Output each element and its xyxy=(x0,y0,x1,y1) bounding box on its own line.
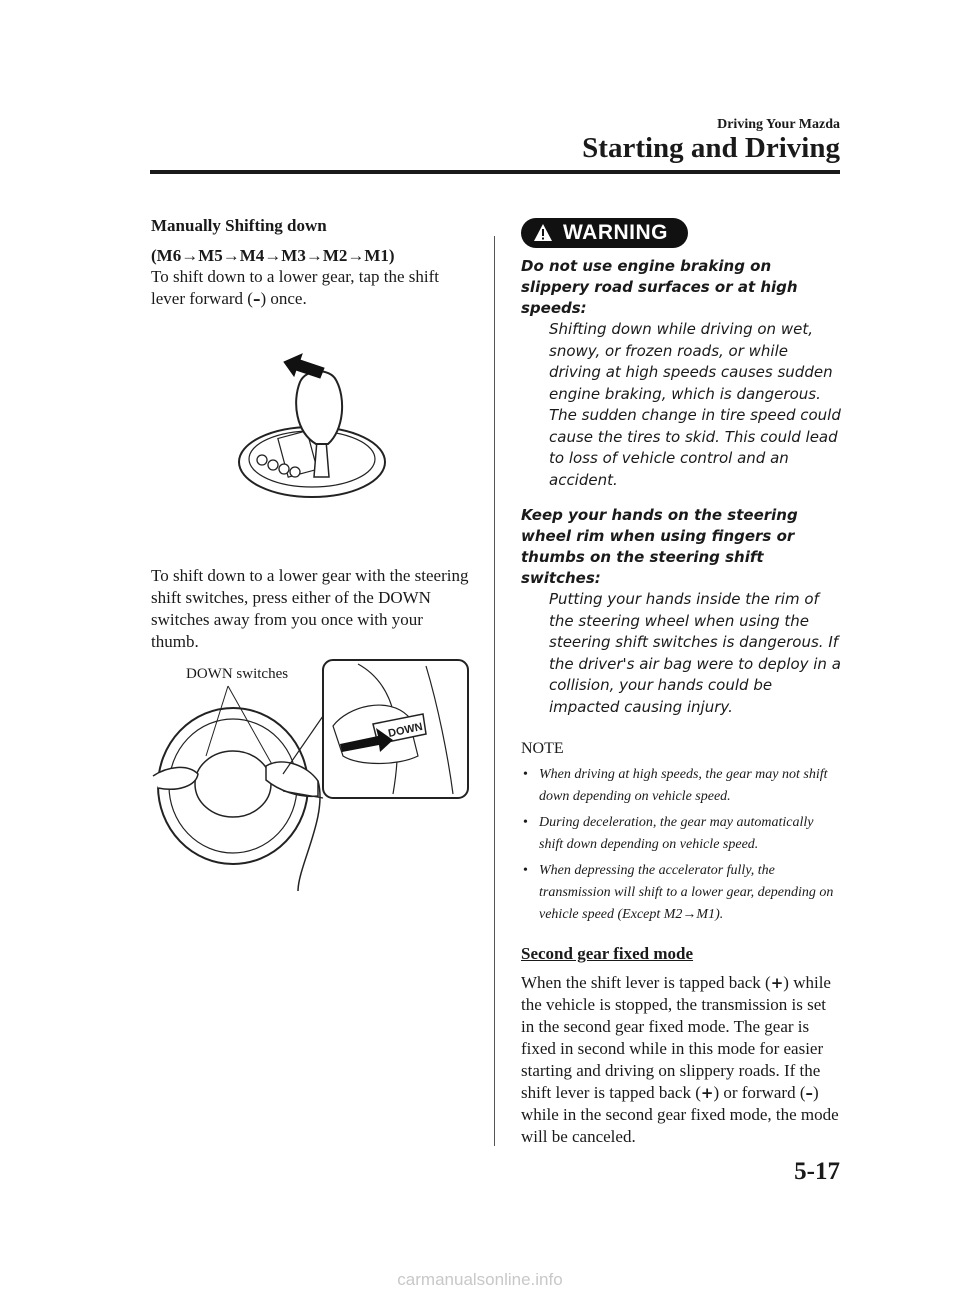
warning-heading-2: Keep your hands on the steering wheel rim when using fingers or thumbs on the steering shift switches: xyxy=(521,506,798,587)
column-divider xyxy=(494,236,495,1146)
steering-switch-paragraph: To shift down to a lower gear with the steering shift switches, press either of the DOWN switches away from you once with your thumb. xyxy=(151,566,469,651)
warning-badge xyxy=(521,218,688,248)
warning-label: WARNING xyxy=(563,221,668,244)
warning-body-1: Shifting down while driving on wet, snowy, or frozen roads, or while driving at high speeds causes sudden engine braking, which is dangerous. The sudden change in tire speed could cause the tires to skid. This could lead to loss of vehicle control and an accident. xyxy=(549,320,841,489)
steering-wheel-illustration xyxy=(148,656,470,896)
minus-symbol: – xyxy=(805,1084,813,1102)
note-item: • During deceleration, the gear may automatically shift down depending on vehicle speed. xyxy=(521,812,841,856)
second-gear-heading: Second gear fixed mode xyxy=(521,944,694,963)
plus-symbol: + xyxy=(700,1084,714,1102)
warning-heading-1: Do not use engine braking on slippery road surfaces or at high speeds: xyxy=(521,257,798,317)
plus-symbol: + xyxy=(770,974,784,992)
note-item: • When driving at high speeds, the gear may not shift down depending on vehicle speed. xyxy=(521,764,841,808)
page-title: Starting and Driving xyxy=(582,132,840,164)
second-gear-paragraph: When the shift lever is tapped back (+) while the vehicle is stopped, the transmission is set in the second gear fixed mode. The gear is fixed in second while in this mode for easier starting and driving on slippery roads. If the shift lever is tapped back (+) or forward (–) while in the second gear fixed mode, the mode will be canceled. xyxy=(521,973,839,1146)
right-column xyxy=(521,214,841,1148)
left-column xyxy=(151,214,476,310)
note-list xyxy=(521,764,841,926)
shift-lever-paragraph: To shift down to a lower gear, tap the shift lever forward (–) once. xyxy=(151,267,440,308)
warning-body-2: Putting your hands inside the rim of the steering wheel when using the steering shift switches is dangerous. If the driver's air bag were to deploy in a collision, your hands could be impacted causing injury. xyxy=(549,590,841,716)
page-number: 5-17 xyxy=(794,1158,840,1185)
note-label: NOTE xyxy=(521,740,564,757)
warning-icon xyxy=(533,223,553,243)
gear-sequence: (M6→M5→M4→M3→M2→M1) xyxy=(151,246,395,265)
manual-shift-down-heading: Manually Shifting down xyxy=(151,216,327,235)
header-rule xyxy=(150,170,840,174)
down-switches-label: DOWN switches xyxy=(186,666,289,682)
watermark: carmanualsonline.info xyxy=(397,1270,563,1289)
down-button-text: DOWN xyxy=(387,720,424,740)
note-item: • When depressing the accelerator fully, the transmission will shift to a lower gear, depending on vehicle speed (Except M2→M1). xyxy=(521,860,841,926)
header-section: Driving Your Mazda xyxy=(717,117,840,132)
minus-symbol: – xyxy=(252,290,261,308)
shift-lever-illustration xyxy=(232,352,392,500)
